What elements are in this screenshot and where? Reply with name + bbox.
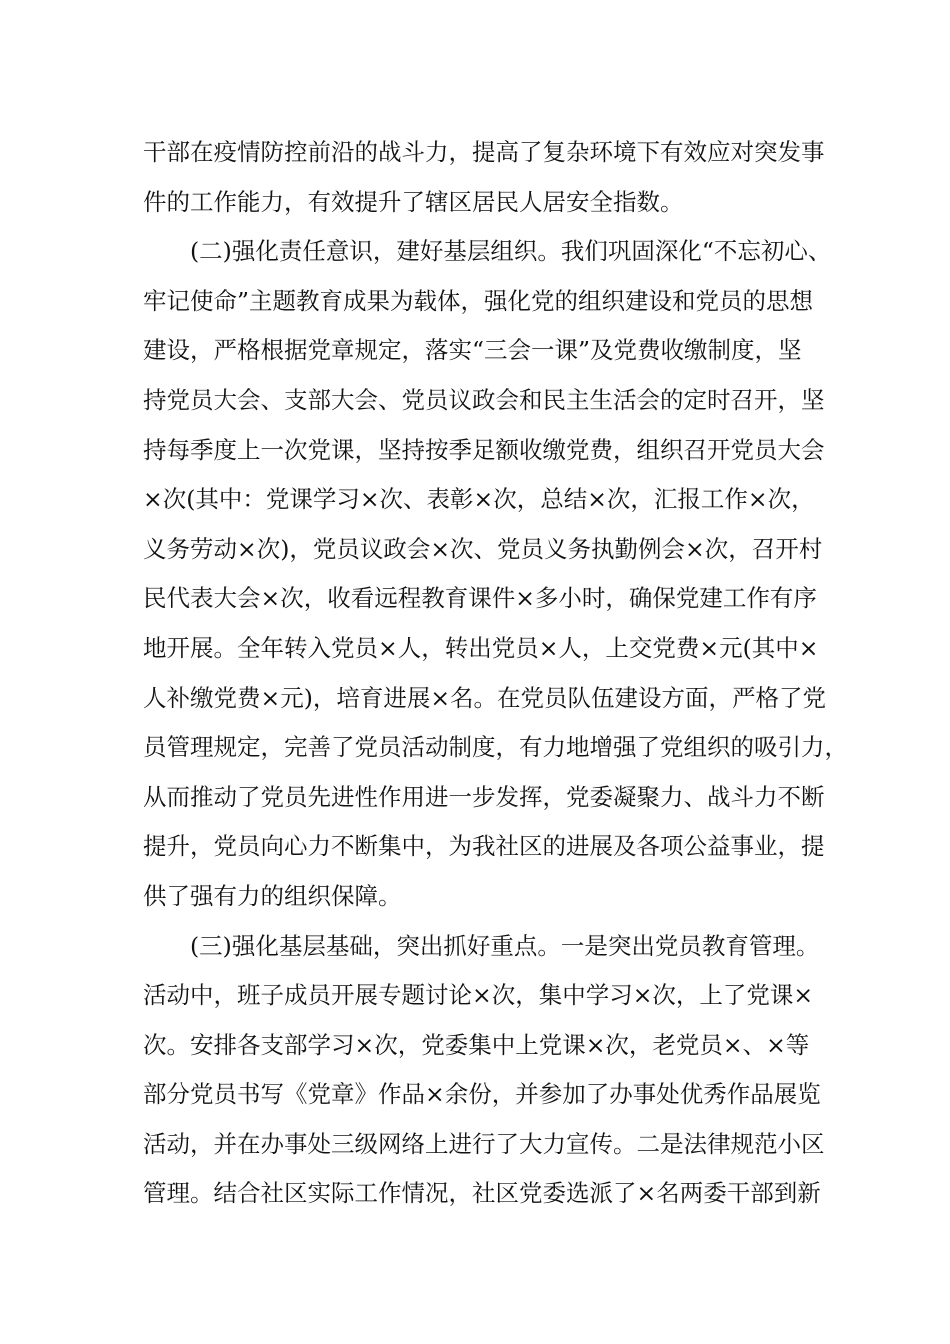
paragraph-start-line: (二)强化责任意识，建好基层组织。我们巩固深化“不忘初心、 [190, 237, 832, 266]
text-line: 持党员大会、支部大会、党员议政会和民主生活会的定时召开，坚 [143, 385, 825, 414]
text-line: 建设，严格根据党章规定，落实“三会一课”及党费收缴制度，坚 [143, 336, 802, 365]
text-line: 义务劳动×次)，党员议政会×次、党员义务执勤例会×次，召开村 [143, 534, 823, 563]
text-line: 民代表大会×次，收看远程教育课件×多小时，确保党建工作有序 [143, 584, 817, 613]
text-line: 次。安排各支部学习×次，党委集中上党课×次，老党员×、×等 [143, 1030, 810, 1059]
text-line: 提升，党员向心力不断集中，为我社区的进展及各项公益事业，提 [143, 832, 825, 861]
text-line: 从而推动了党员先进性作用进一步发挥，党委凝聚力、战斗力不断 [143, 782, 825, 811]
text-line: 持每季度上一次党课，坚持按季足额收缴党费，组织召开党员大会 [143, 435, 825, 464]
text-line: 牢记使命”主题教育成果为载体，强化党的组织建设和党员的思想 [143, 286, 814, 315]
text-line: 员管理规定，完善了党员活动制度，有力地增强了党组织的吸引力， [143, 733, 848, 762]
text-line: 地开展。全年转入党员×人，转出党员×人，上交党费×元(其中× [143, 633, 819, 662]
paragraph-start-line: (三)强化基层基础，突出抓好重点。一是突出党员教育管理。 [190, 931, 820, 960]
text-line: 活动中，班子成员开展专题讨论×次，集中学习×次，上了党课× [143, 981, 814, 1010]
document-body [143, 128, 848, 1219]
text-line: 部分党员书写《党章》作品×余份，并参加了办事处优秀作品展览 [143, 1080, 821, 1109]
text-line: 人补缴党费×元)，培育进展×名。在党员队伍建设方面，严格了党 [143, 683, 827, 712]
text-line: 活动，并在办事处三级网络上进行了大力宣传。二是法律规范小区 [143, 1129, 825, 1158]
text-line: 供了强有力的组织保障。 [143, 881, 402, 910]
text-line: 干部在疫情防控前沿的战斗力，提高了复杂环境下有效应对突发事 [143, 138, 825, 166]
text-line: 管理。结合社区实际工作情况，社区党委选派了×名两委干部到新 [143, 1179, 821, 1208]
text-line: ×次(其中：党课学习×次、表彰×次，总结×次，汇报工作×次， [143, 485, 815, 514]
text-line: 件的工作能力，有效提升了辖区居民人居安全指数。 [143, 187, 684, 216]
